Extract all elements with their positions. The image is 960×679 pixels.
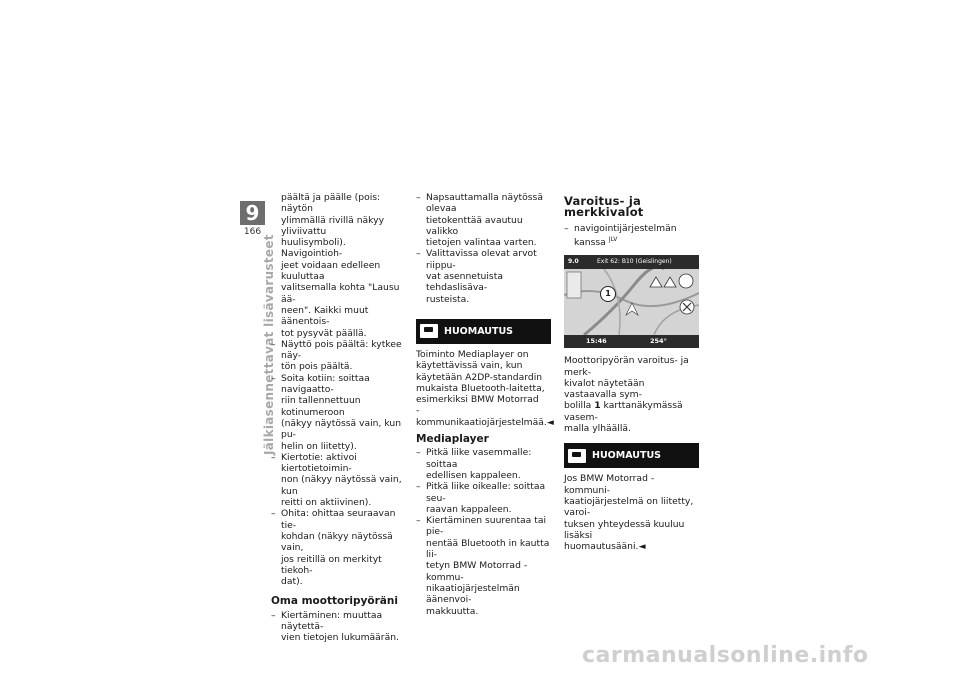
note-line: -kommunikaatiojärjestelmää.◄	[416, 405, 554, 428]
list-item-line: rusteista.	[426, 293, 470, 305]
list-item	[416, 481, 551, 515]
note-line: kaatiojärjestelmä on liitetty, varoi-	[564, 495, 694, 519]
note-banner	[564, 443, 699, 468]
list-item-line: vien tietojen lukumäärän.	[281, 632, 399, 644]
intro-line: ylimmällä rivillä näkyy yliviivattu	[281, 214, 385, 237]
list-item-line: reitti on aktiivinen).	[281, 497, 372, 509]
side-chapter-title: Jälkiasennettavat lisävarusteet	[262, 234, 276, 455]
caption-text: bolilla	[564, 400, 592, 412]
section-heading: Varoitus- ja merkkivalot	[564, 194, 644, 220]
list-item-line: vat asennetuista tehdaslisäva-	[426, 271, 503, 294]
list-item-line: – Pitkä liike vasemmalle: soittaa	[426, 447, 532, 470]
caption-line: malla ylhäällä.	[564, 423, 631, 435]
list-item-line: nentää Bluetooth in kautta lii-	[426, 537, 550, 561]
list-item	[416, 447, 551, 481]
note-line: mukaista Bluetooth-laitetta,	[416, 382, 545, 394]
condition-list	[564, 223, 699, 249]
list-item	[416, 192, 551, 248]
caption-line: Moottoripyörän varoitus- ja merk-	[564, 355, 689, 378]
intro-paragraph	[271, 192, 406, 339]
list-item-text: kanssa	[574, 236, 606, 248]
note-line: Toiminto Mediaplayer on	[416, 348, 529, 360]
note-text	[564, 473, 699, 552]
intro-line: neen". Kaikki muut äänentois-	[281, 304, 369, 328]
section-heading: Oma moottoripyöräni	[271, 595, 398, 608]
list-item-line: riin tallennettuun kotinumeroon	[281, 395, 361, 418]
list-item-line: – Napsauttamalla näytössä olevaa	[426, 192, 543, 215]
note-label: HUOMAUTUS	[592, 450, 662, 462]
caption-symbol-number: 1	[594, 400, 601, 412]
nav-bottom-bar	[564, 335, 699, 348]
note-banner	[416, 319, 551, 344]
page-number: 166	[243, 227, 262, 237]
nav-exit-name: Exit 62: B10 (Geislingen)	[597, 258, 672, 266]
nav-time: 15:46	[586, 337, 607, 346]
caption-line	[564, 400, 699, 423]
list-item	[416, 248, 551, 304]
note-line: käytettävissä vain, kun	[416, 360, 523, 372]
nav-top-bar	[564, 255, 699, 269]
option-list	[416, 192, 551, 305]
list-item-line: makkuutta.	[426, 605, 479, 617]
note-line: käytetään A2DP-standardin	[416, 371, 543, 383]
chapter-tab	[240, 201, 265, 225]
list-item	[271, 452, 406, 508]
list-item-line: – Kiertäminen suurentaa tai pie-	[426, 515, 547, 538]
list-item-line: tetyn BMW Motorrad -kommu-	[426, 560, 528, 583]
list-item-line	[574, 234, 699, 248]
list-item-line: raavan kappaleen.	[426, 503, 512, 515]
list-item-line: dat).	[281, 576, 303, 588]
list-item-line: – Näyttö pois päältä: kytkee näy-	[281, 338, 402, 362]
intro-line: jeet voidaan edelleen kuuluttaa	[281, 259, 381, 283]
caption-paragraph	[564, 355, 699, 434]
list-item	[271, 339, 406, 373]
list-item-line: – Kiertotie: aktivoi kiertotietoimin-	[281, 451, 357, 475]
note-line: tuksen yhteydessä kuuluu lisäksi	[564, 518, 685, 541]
intro-line: valitsemalla kohta "Lausu ää-	[281, 282, 400, 305]
section-heading: Mediaplayer	[416, 433, 489, 446]
list-item	[271, 610, 406, 644]
note-hand-icon	[420, 324, 438, 338]
list-item-line: edellisen kappaleen.	[426, 469, 521, 481]
list-item-line: tön pois päältä.	[281, 361, 353, 373]
note-line: Jos BMW Motorrad -kommuni-	[564, 473, 655, 496]
intro-line: tot pysyvät päällä.	[281, 327, 367, 339]
watermark: carmanualsonline.info	[582, 643, 869, 668]
note-hand-icon	[568, 449, 586, 463]
list-item-line: – Ohita: ohittaa seuraavan tie-	[281, 508, 396, 531]
list-item-line: jos reitillä on merkityt tiekoh-	[281, 553, 382, 576]
intro-line: huulisymboli). Navigointioh-	[281, 237, 346, 260]
list-item-line: – navigointijärjestelmän	[574, 222, 677, 234]
column-2	[416, 192, 554, 617]
list-item	[416, 515, 551, 617]
nav-distance: 9.0	[568, 258, 579, 266]
list-item-line: nikaatiojärjestelmän äänenvoi-	[426, 582, 520, 606]
note-line: esimerkiksi BMW Motorrad	[416, 394, 539, 406]
media-list	[416, 447, 551, 616]
note-text	[416, 348, 554, 428]
list-item	[564, 223, 699, 249]
list-item-line: tietokenttää avautuu valikko	[426, 214, 523, 237]
list-item	[271, 373, 406, 452]
list-item-line: – Valittavissa olevat arvot riippu-	[426, 248, 537, 271]
list-item-line: – Soita kotiin: soittaa navigaatto-	[281, 372, 370, 396]
navigation-screenshot	[564, 255, 699, 348]
nav-heading: 254°	[650, 337, 667, 346]
note-label: HUOMAUTUS	[444, 325, 514, 337]
list-item-line: non (näkyy näytössä vain, kun	[281, 474, 402, 497]
callout-1: 1	[600, 286, 616, 302]
column-1	[271, 192, 406, 644]
list-item-line: helin on liitetty).	[281, 440, 357, 452]
list-item	[271, 508, 406, 587]
list-item-line: – Pitkä liike oikealle: soittaa seu-	[426, 481, 546, 504]
option-list	[271, 339, 406, 588]
list-item-line: kohdan (näkyy näytössä vain,	[281, 530, 393, 554]
list-item-line: (näkyy näytössä vain, kun pu-	[281, 417, 402, 441]
intro-line: päältä ja päälle (pois: näytön	[281, 192, 381, 215]
caption-text: karttanäkymässä vasem-	[564, 400, 683, 423]
caption-line: kivalot näytetään vastaavalla sym-	[564, 377, 645, 401]
chapter-number: 9	[245, 201, 260, 225]
optional-equipment-code: JLV	[608, 235, 618, 243]
heading-list	[271, 610, 406, 644]
note-line: huomautusääni.◄	[564, 541, 646, 553]
list-item-line: tietojen valintaa varten.	[426, 237, 537, 249]
list-item-line: – Kiertäminen: muuttaa näytettä-	[281, 609, 383, 632]
column-3	[564, 192, 699, 552]
